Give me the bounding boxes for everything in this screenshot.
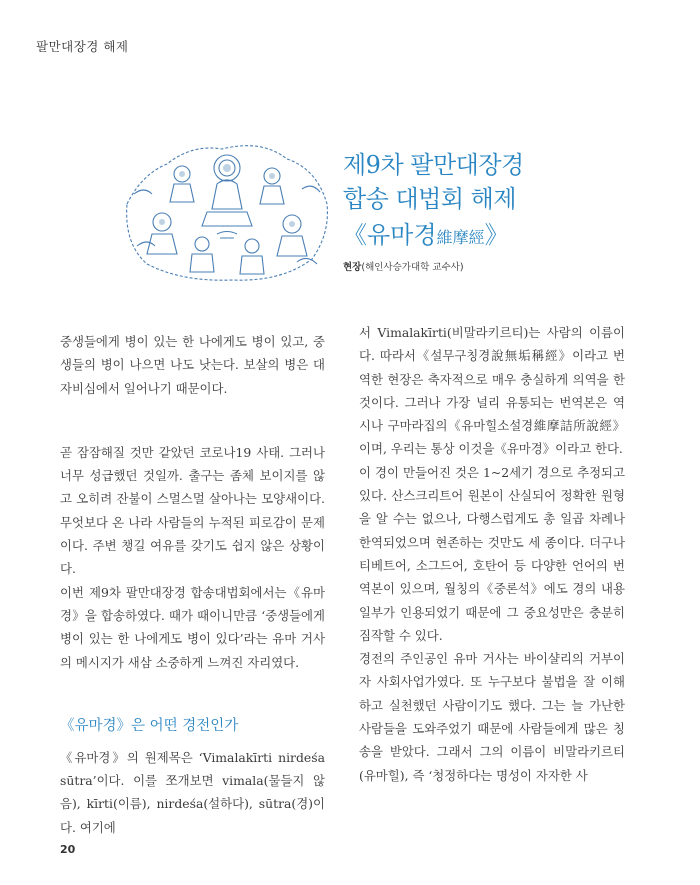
section-heading: 《유마경》은 어떤 경전인가 <box>60 717 239 734</box>
paragraph: 이 경이 만들어진 것은 1~2세기 경으로 추정되고 있다. 산스크리트어 원본이 산실되어 정확한 원형을 알 수는 없으나, 다행스럽게도 총 일곱 차례나 한역되었으며 현존하는 것만도 세 종이다. 더구나 티베트어, 소그드어, 호탄어 등 다양한 언어의 번역본이 있으며, 월칭의《중론석》에도 경의 내용 일부가 인용되었기 때문에 그 중요성만은 충분히 짐작할 수 있다. <box>359 464 625 643</box>
left-column <box>60 330 325 839</box>
title-line-2: 합송 대법회 해제 <box>343 185 517 213</box>
paragraph: 《유마경》의 원제목은 ‘Vimalakīrti nirdeśa sūtra’이다. 이를 쪼개보면 vimala(물들지 않음), kīrti(이름), nirdeśa(설하다), sūtra(경)이다. 여기에 <box>60 749 325 835</box>
author-affiliation: (해인사승가대학 교수사) <box>361 262 464 273</box>
subtitle-open: 《유마경 <box>343 221 437 249</box>
article-title <box>343 148 524 256</box>
paragraph: 중생들에게 병이 있는 한 나에게도 병이 있고, 중생들의 병이 나으면 나도 낫는다. 보살의 병은 대자비심에서 일어나기 때문이다. <box>60 334 325 396</box>
buddhist-painting-illustration <box>122 134 332 284</box>
title-line-1: 제9차 팔만대장경 <box>343 151 524 179</box>
subtitle-close: 》 <box>484 221 509 249</box>
paragraph: 이번 제9차 팔만대장경 합송대법회에서는《유마경》을 합송하였다. 때가 때이니만큼 ‘중생들에게 병이 있는 한 나에게도 병이 있다’라는 유마 거사의 메시지가 새삼 소중하게 느껴진 자리였다. <box>60 584 325 670</box>
paragraph: 곧 잠잠해질 것만 같았던 코로나19 사태. 그러나 너무 성급했던 것일까. 출구는 좀체 보이지를 않고 오히려 잔불이 스멀스멀 살아나는 모양새이다. 무엇보다 온 나라 사람들의 누적된 피로감이 문제이다. 주변 챙길 여유를 갖기도 쉽지 않은 상황이다. <box>60 444 325 577</box>
author-name: 현장 <box>343 262 362 273</box>
paragraph: 경전의 주인공인 유마 거사는 바이샬리의 거부이자 사회사업가였다. 또 누구보다 불법을 잘 이해하고 실천했던 사람이기도 했다. 그는 늘 가난한 사람들을 도와주었기 때문에 사람들에게 많은 칭송을 받았다. 그래서 그의 이름이 비말라키르티(유마힐), 즉 ‘청정하다는 명성이 자자한 사 <box>359 651 625 783</box>
page-number: 20 <box>60 843 76 856</box>
subtitle-hanja: 維摩經 <box>436 228 485 247</box>
title-subtitle <box>343 217 524 256</box>
author-byline <box>343 259 464 273</box>
right-column <box>359 321 625 787</box>
paragraph: 서 Vimalakīrti(비말라키르티)는 사람의 이름이다. 따라서《설무구칭경說無垢稱經》이라고 번역한 현장은 축자적으로 매우 충실하게 의역을 한 것이다. 그러나 가장 널리 유통되는 번역본은 역시나 구마라집의《유마힐소설경維摩詰所說經》이며, 우리는 통상 이것을《유마경》이라고 한다. <box>359 325 625 457</box>
running-header: 팔만대장경 해제 <box>36 39 129 54</box>
